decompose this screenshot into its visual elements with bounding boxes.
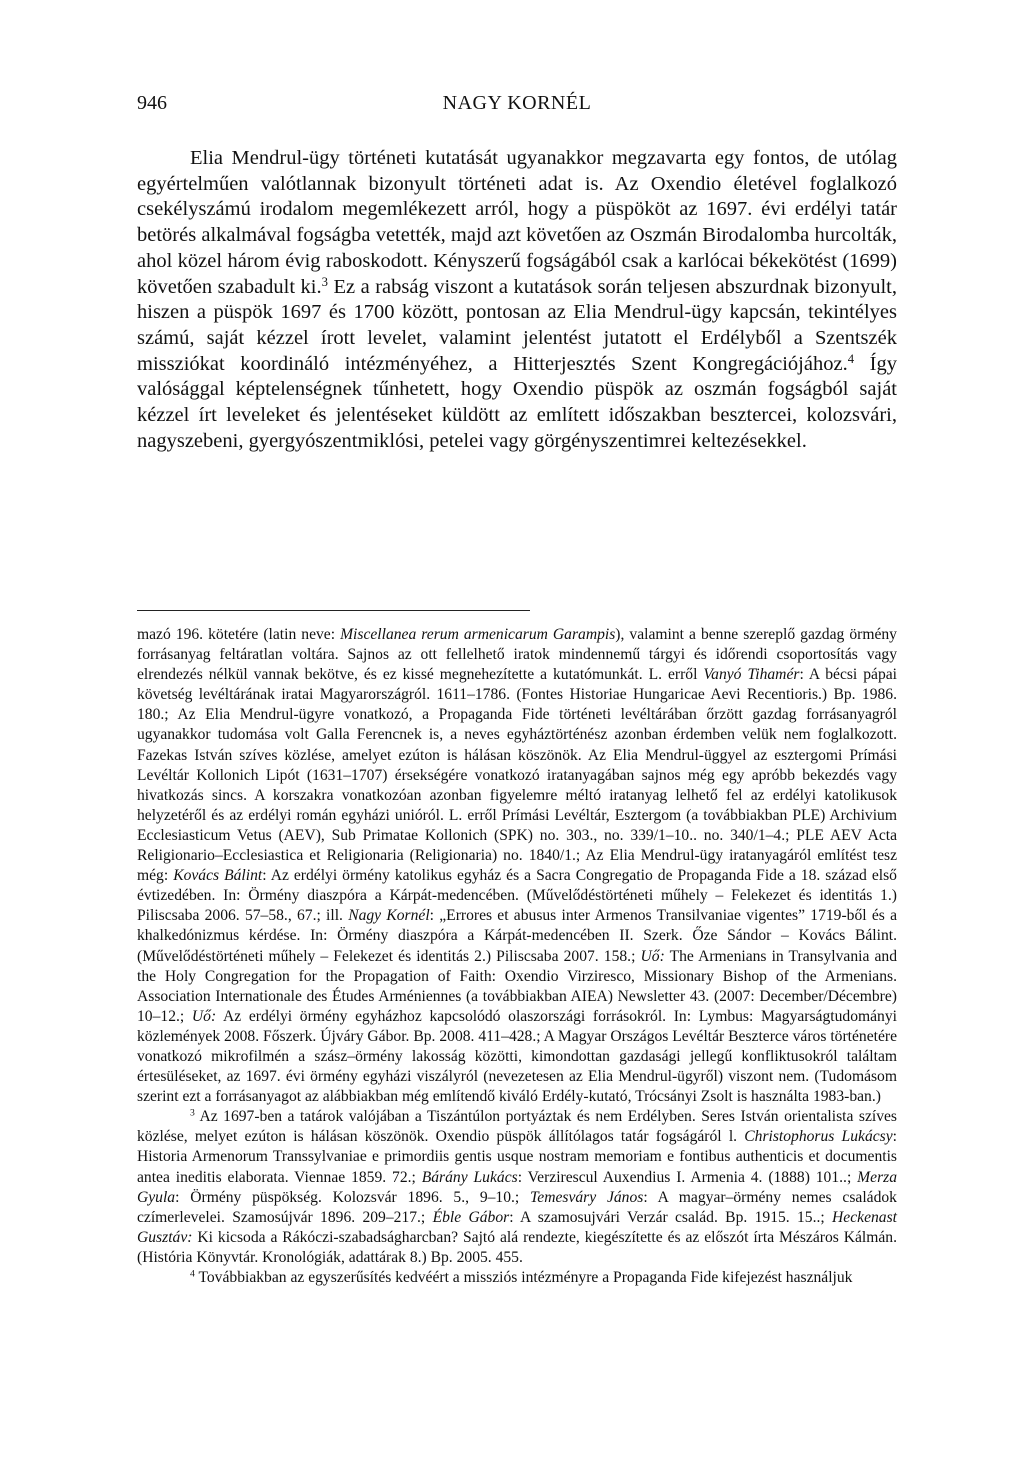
- text-run: : Az erdélyi örmény katolikus egyház és a Sacra Congregatio de Propaganda Fide a 18. század első évtizedében. In: Örmény diaszpóra a Kárpát-medencében. (Művelődéstörténeti műhely – Felekezet és identitás 1.) Piliscsaba 2006. 57–58., 67.; ill.: [137, 867, 897, 925]
- italic-author: Temesváry János: [530, 1188, 644, 1206]
- italic-author: Vanyó Tihamér: [703, 666, 800, 684]
- running-head: NAGY KORNÉL: [442, 92, 592, 114]
- italic-author: Nagy Kornél: [348, 907, 430, 925]
- footnote-2-continued: [137, 625, 897, 1107]
- text-run: : Örmény püspökség. Kolozsvár 1896. 5., 9–10.;: [175, 1188, 531, 1206]
- italic-author: Bárány Lukács: [421, 1168, 518, 1186]
- text-run: Elia Mendrul-ügy történeti kutatását ugyanakkor megzavarta egy fontos, de utólag egyértelműen valótlannak bizonyult történeti adat is. Az Oxendio életével foglalkozó csekélyszámú irodalom megemlékezett arról, hogy a püspököt az 1697. évi erdélyi tatár betörés alkalmával fogságba vetették, majd azt követően az Oszmán Birodalomba hurcolták, ahol közel három évig raboskodott. Kényszerű fogságából csak a karlócai békekötést (1699) követően szabadult ki.: [137, 147, 897, 298]
- footnote-3: [137, 1107, 897, 1268]
- text-run: Továbbiakban az egyszerűsítés kedvéért a missziós intézményre a Propaganda Fide kifejezést használjuk: [194, 1269, 853, 1286]
- text-run: : Verzirescul Auxendius I. Armenia 4. (1888) 101..;: [517, 1168, 858, 1186]
- text-run: Az erdélyi örmény egyházhoz kapcsolódó olaszországi forrásokról. In: Lymbus: Magyarságtudományi közlemények 2008. Főszerk. Újváry Gábor. Bp. 2008. 411–428.; A Magyar Országos Levéltár Beszterce város történetére vonatkozó mikrofilmén a szász–örmény lakosság közötti, kimondottan gazdasági jellegű konfliktusokról találtam értesüléseket, az 1697. évi örmény egyházi viszályról (nevezetesen az Elia Mendrul-ügyről) viszont nem. (Tudomásom szerint ezt a forrásanyagot az alábbiakban még említendő kiváló Erdély-kutató, Trócsányi Zsolt is használta 1983-ban.): [137, 1007, 897, 1106]
- text-run: Az 1697-ben a tatárok valójában a Tiszántúlon portyáztak és nem Erdélyben. Seres István orientalista szíves közlése, melyet ezúton is hálásan köszönök. Oxendio püspök állítólagos tatár fogságáról l.: [137, 1108, 897, 1146]
- text-run: : A magyar–örmény nemes családok czímerlevelei. Szamosújvár 1896. 209–217.;: [137, 1188, 897, 1226]
- footnotes: [137, 625, 897, 1288]
- italic-author: Merza Gyula: [137, 1168, 898, 1206]
- italic-author: Éble Gábor: [432, 1208, 510, 1226]
- text-run: : A bécsi pápai követség levéltárának iratai Magyarországról. 1611–1786. (Fontes Historiae Hungaricae Aevi Recentioris.) Bp. 1986. 180.; Az Elia Mendrul-ügyre vonatkozó, a Propaganda Fide történeti levéltárában őrzött gazdag forrásanyagról ugyanakkor tudomása volt Galla Ferencnek is, a neves egyháztörténész azonban érdemben velük nem foglalkozott. Fazekas István szíves közlése, amelyet ezúton is hálásan köszönök. Az Elia Mendrul-üggyel az esztergomi Prímási Levéltár Kollonich Lipót (1631–1707) érsekségére vonatkozó iratanyagában sajnos még egy apróbb bekezdés vagy hivatkozás sincs. A korszakra vonatkozóan azonban figyelemre méltó iratanyag lelhető fel az erdélyi katolikusok helyzetéről és az erdélyi román egyházi unióról. L. erről Prímási Levéltár, Esztergom (a továbbiakban PLE) Archivium Ecclesiasticum Vetus (AEV), Sub Primatae Kollonich (SPK) no. 303., no. 339/1–10.. no. 340/1–4.; PLE AEV Acta Religionario–Ecclesiastica et Religionaria (Religionaria) no. 1840/1.; Az Elia Mendrul-ügy iratanyagáról említést tesz még:: [137, 666, 897, 885]
- main-text: [137, 146, 897, 454]
- text-run: ), valamint a benne szereplő gazdag örmény forrásanyag feltáratlan voltára. Sajnos az ott fellelhető iratok mindennemű tárgyi és időrendi csoportosítás vagy elrendezés nélkül vannak bekötve, és ez kissé megnehezítette a kutatómunkát. L. erről: [137, 626, 897, 684]
- text-run: : A szamosujvári Verzár család. Bp. 1915. 15..;: [509, 1208, 833, 1226]
- text-run: mazó 196. kötetére (latin neve:: [137, 626, 341, 643]
- italic-author: Uő:: [191, 1007, 217, 1025]
- footnote-ref: 4: [847, 351, 855, 366]
- text-run: Ki kicsoda a Rákóczi-szabadságharcban? Sajtó alá rendezte, kiegészítette és az előszót írta Mészáros Kálmán. (História Könyvtár. Kronológiák, adattárak 8.) Bp. 2005. 455.: [137, 1228, 897, 1266]
- text-run: Így valósággal képtelenségnek tűnhetett, hogy Oxendio püspök az oszmán fogságból saját kézzel írt leveleket és jelentéseket küldött az említett időszakban besztercei, kolozsvári, nagyszebeni, gyergyószentmiklósi, petelei vagy görgényszentimrei keltezésekkel.: [137, 352, 897, 452]
- paragraph: [137, 146, 897, 454]
- italic-author: Christophorus Lukácsy: [744, 1128, 893, 1146]
- page-number: 946: [137, 92, 167, 114]
- text-run: : Historia Armenorum Transsylvaniae e primordiis gentis usque nostram memoriam e fontibus authenticis et documentis antea ineditis elaborata. Viennae 1859. 72.;: [137, 1128, 898, 1186]
- italic-title: Miscellanea rerum armenicarum Garampis: [340, 626, 616, 643]
- italic-author: Kovács Bálint: [173, 867, 263, 885]
- text-run: : „Errores et abusus inter Armenos Transilvaniae vigentes” 1719-ből és a khalkedónizmus kérdése. In: Örmény diaszpóra a Kárpát-medencében II. Szerk. Őze Sándor – Kovács Bálint. (Művelődéstörténeti műhely – Felekezet és identitás 2.) Piliscsaba 2007. 158.;: [137, 907, 897, 965]
- italic-author: Heckenast Gusztáv:: [137, 1208, 897, 1246]
- page-header: [137, 92, 897, 122]
- text-run: Ez a rabság viszont a kutatások során teljesen abszurdnak bizonyult, hiszen a püspök 1697 és 1700 között, pontosan az Elia Mendrul-ügy kapcsán, tekintélyes számú, saját kézzel írott levelet, valamint jelentést jutatott el Erdélyből a Szentszék missziókat koordináló intézményéhez, a Hitterjesztés Szent Kongregációjához.: [137, 275, 897, 375]
- footnote-number: 4: [190, 1268, 195, 1280]
- footnote-number: 3: [190, 1107, 195, 1119]
- text-run: The Armenians in Transylvania and the Holy Congregation for the Propagation of Faith: Oxendio Virziresco, Missionary Bishop of the Armenians. Association Internationale des Études Arméniennes (a továbbiakban AIEA) Newsletter 43. (2007: December/Décembre) 10–12.;: [137, 947, 898, 1025]
- footnote-ref: 3: [321, 274, 328, 289]
- footnote-4: [137, 1268, 897, 1288]
- italic-author: Uő:: [640, 947, 665, 965]
- footnote-separator: [137, 610, 530, 611]
